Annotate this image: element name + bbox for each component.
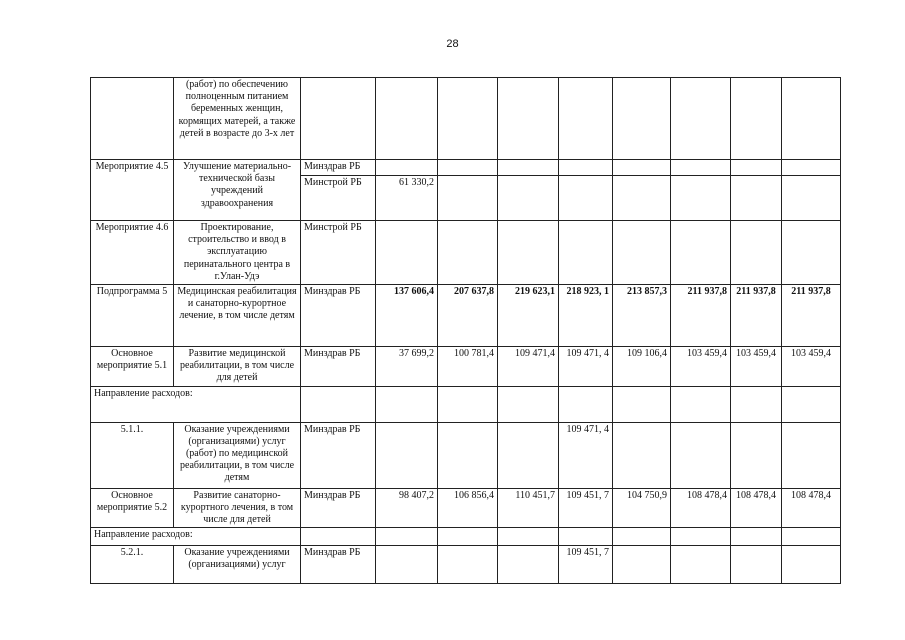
value-cell — [782, 221, 841, 285]
executor-cell — [301, 78, 376, 160]
value-cell — [613, 221, 671, 285]
code-cell: Основное мероприятие 5.1 — [91, 347, 174, 387]
value-cell — [671, 422, 731, 488]
value-cell: 211 937,8 — [782, 285, 841, 347]
value-cell: 108 478,4 — [671, 488, 731, 528]
value-cell: 103 459,4 — [782, 347, 841, 387]
table-row — [91, 221, 841, 285]
value-cell — [498, 221, 559, 285]
value-cell — [559, 221, 613, 285]
executor-cell: Минздрав РБ — [301, 422, 376, 488]
code-cell — [91, 78, 174, 160]
value-cell — [498, 528, 559, 546]
name-cell: (работ) по обеспечению полноценным питанием беременных женщин, кормящих матерей, а также детей в возрасте до 3-х лет — [174, 78, 301, 160]
executor-cell — [301, 528, 376, 546]
value-cell — [559, 78, 613, 160]
executor-cell: Минстрой РБ — [301, 176, 376, 221]
value-cell — [376, 78, 438, 160]
value-cell: 137 606,4 — [376, 285, 438, 347]
value-cell — [559, 386, 613, 422]
value-cell: 219 623,1 — [498, 285, 559, 347]
executor-cell: Минздрав РБ — [301, 285, 376, 347]
value-cell: 108 478,4 — [782, 488, 841, 528]
value-cell — [613, 528, 671, 546]
value-cell — [438, 528, 498, 546]
value-cell: 211 937,8 — [731, 285, 782, 347]
value-cell: 100 781,4 — [438, 347, 498, 387]
value-cell — [782, 386, 841, 422]
name-cell: Проектирование, строительство и ввод в эксплуатацию перинатального центра в г.Улан-Удэ — [174, 221, 301, 285]
code-cell: 5.2.1. — [91, 546, 174, 584]
value-cell — [376, 160, 438, 176]
value-cell: 104 750,9 — [613, 488, 671, 528]
value-cell — [782, 422, 841, 488]
value-cell: 109 471,4 — [498, 347, 559, 387]
executor-cell: Минздрав РБ — [301, 160, 376, 176]
code-cell: Основное мероприятие 5.2 — [91, 488, 174, 528]
value-cell — [376, 221, 438, 285]
value-cell — [731, 78, 782, 160]
value-cell: 109 471, 4 — [559, 347, 613, 387]
value-cell — [731, 422, 782, 488]
name-cell: Улучшение материально-технической базы учреждений здравоохранения — [174, 160, 301, 221]
value-cell — [613, 160, 671, 176]
table-row — [91, 347, 841, 387]
value-cell — [438, 176, 498, 221]
value-cell: 108 478,4 — [731, 488, 782, 528]
table-row — [91, 160, 841, 176]
table-row — [91, 78, 841, 160]
name-cell: Развитие санаторно-курортного лечения, в том числе для детей — [174, 488, 301, 528]
value-cell — [498, 160, 559, 176]
value-cell — [498, 422, 559, 488]
value-cell — [671, 78, 731, 160]
direction-label: Направление расходов: — [91, 528, 301, 546]
value-cell — [731, 386, 782, 422]
table-row — [91, 386, 841, 422]
value-cell — [782, 528, 841, 546]
executor-cell — [301, 386, 376, 422]
value-cell — [498, 78, 559, 160]
value-cell — [671, 221, 731, 285]
value-cell — [376, 422, 438, 488]
budget-table — [90, 77, 841, 584]
code-cell: Мероприятие 4.6 — [91, 221, 174, 285]
table-row — [91, 285, 841, 347]
value-cell — [376, 386, 438, 422]
executor-cell: Минстрой РБ — [301, 221, 376, 285]
value-cell: 98 407,2 — [376, 488, 438, 528]
value-cell — [559, 160, 613, 176]
value-cell: 106 856,4 — [438, 488, 498, 528]
table-row — [91, 488, 841, 528]
value-cell — [731, 176, 782, 221]
value-cell — [438, 78, 498, 160]
value-cell — [782, 176, 841, 221]
name-cell: Медицинская реабилитация и санаторно-курортное лечение, в том числе детям — [174, 285, 301, 347]
value-cell: 109 451, 7 — [559, 546, 613, 584]
value-cell — [559, 528, 613, 546]
value-cell — [782, 546, 841, 584]
value-cell — [613, 546, 671, 584]
name-cell: Развитие медицинской реабилитации, в том числе для детей — [174, 347, 301, 387]
value-cell — [671, 160, 731, 176]
name-cell: Оказание учреждениями (организациями) услуг (работ) по медицинской реабилитации, в том числе детям — [174, 422, 301, 488]
value-cell: 109 106,4 — [613, 347, 671, 387]
value-cell — [376, 528, 438, 546]
value-cell — [559, 176, 613, 221]
direction-label: Направление расходов: — [91, 386, 301, 422]
value-cell — [731, 160, 782, 176]
value-cell — [671, 386, 731, 422]
value-cell — [671, 528, 731, 546]
executor-cell: Минздрав РБ — [301, 488, 376, 528]
value-cell: 218 923, 1 — [559, 285, 613, 347]
value-cell — [782, 78, 841, 160]
value-cell — [438, 546, 498, 584]
value-cell — [731, 528, 782, 546]
value-cell — [671, 546, 731, 584]
value-cell — [438, 422, 498, 488]
value-cell: 61 330,2 — [376, 176, 438, 221]
code-cell: Подпрограмма 5 — [91, 285, 174, 347]
table-row — [91, 546, 841, 584]
table-row — [91, 422, 841, 488]
table-row — [91, 528, 841, 546]
value-cell: 211 937,8 — [671, 285, 731, 347]
executor-cell: Минздрав РБ — [301, 546, 376, 584]
value-cell — [731, 221, 782, 285]
name-cell: Оказание учреждениями (организациями) услуг — [174, 546, 301, 584]
value-cell — [438, 160, 498, 176]
value-cell — [613, 176, 671, 221]
code-cell: Мероприятие 4.5 — [91, 160, 174, 221]
value-cell — [731, 546, 782, 584]
value-cell: 213 857,3 — [613, 285, 671, 347]
value-cell — [438, 386, 498, 422]
value-cell — [438, 221, 498, 285]
value-cell: 207 637,8 — [438, 285, 498, 347]
value-cell — [498, 546, 559, 584]
value-cell: 103 459,4 — [731, 347, 782, 387]
value-cell — [671, 176, 731, 221]
value-cell: 110 451,7 — [498, 488, 559, 528]
value-cell — [498, 176, 559, 221]
value-cell — [498, 386, 559, 422]
value-cell: 37 699,2 — [376, 347, 438, 387]
value-cell — [613, 78, 671, 160]
value-cell — [613, 386, 671, 422]
executor-cell: Минздрав РБ — [301, 347, 376, 387]
value-cell — [782, 160, 841, 176]
value-cell — [613, 422, 671, 488]
value-cell: 109 471, 4 — [559, 422, 613, 488]
value-cell: 109 451, 7 — [559, 488, 613, 528]
value-cell: 103 459,4 — [671, 347, 731, 387]
value-cell — [376, 546, 438, 584]
page-number: 28 — [446, 38, 459, 50]
code-cell: 5.1.1. — [91, 422, 174, 488]
